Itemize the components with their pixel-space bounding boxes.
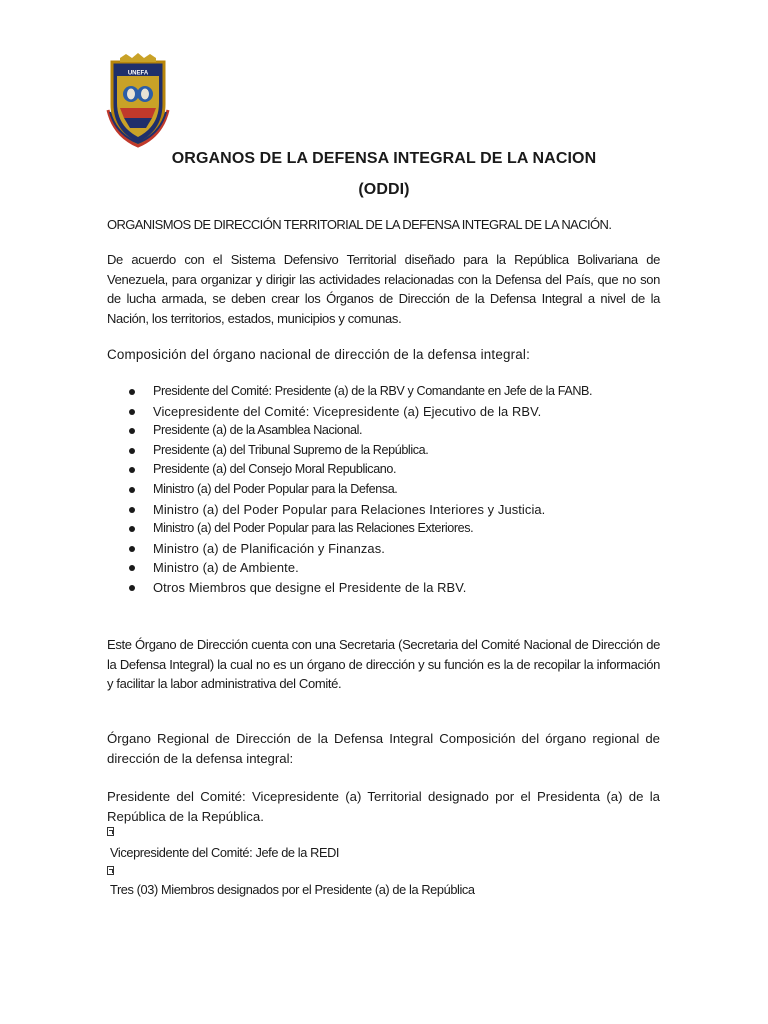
regional-vice-line: Vicepresidente del Comité: Jefe de la REDI: [110, 845, 340, 860]
bullet-icon: [129, 448, 135, 454]
crest-text: UNEFA: [127, 70, 149, 77]
document-title: ORGANOS DE LA DEFENSA INTEGRAL DE LA NACION: [171, 150, 597, 167]
composition-heading: Composición del órgano nacional de dirección de la defensa integral:: [107, 347, 531, 362]
bullet-icon: [129, 487, 135, 493]
regional-members-line: Tres (03) Miembros designados por el Presidente (a) de la República: [110, 882, 475, 897]
bullet-icon: [129, 585, 135, 591]
regional-heading: Órgano Regional de Dirección de la Defensa Integral Composición del órgano regional de dirección de la defensa integral:: [107, 731, 660, 766]
list-item: Presidente (a) del Consejo Moral Republicano.: [107, 460, 660, 480]
list-item: Presidente del Comité: Presidente (a) de la RBV y Comandante en Jefe de la FANB.: [107, 382, 660, 402]
bullet-icon: [129, 467, 135, 473]
list-item: Presidente (a) del Tribunal Supremo de la República.: [107, 441, 660, 461]
bullet-icon: [129, 507, 135, 513]
list-item: Ministro (a) del Poder Popular para la Defensa.: [107, 480, 660, 500]
list-item: Ministro (a) del Poder Popular para Relaciones Interiores y Justicia.: [107, 500, 660, 520]
missing-glyph-icon: [107, 866, 114, 875]
intro-paragraph: De acuerdo con el Sistema Defensivo Territorial diseñado para la República Bolivariana de Venezuela, para organizar y dirigir las actividades relacionadas con la Defensa del País, que no son de lucha armada, se deben crear los Órganos de Dirección de la Defensa Integral a nivel de la Nación, los territorios, estados, municipios y comunas.: [107, 252, 660, 326]
secretariat-paragraph: Este Órgano de Dirección cuenta con una Secretaria (Secretaria del Comité Nacional de Dirección de la Defensa Integral) la cual no es un órgano de dirección y su función es la de recopilar la información y facilitar la labor administrativa del Comité.: [107, 637, 660, 691]
bullet-icon: [129, 546, 135, 552]
list-item: Ministro (a) de Planificación y Finanzas.: [107, 539, 660, 559]
document-title-acronym: (ODDI): [358, 181, 410, 198]
bullet-icon: [129, 409, 135, 415]
list-item: Presidente (a) de la Asamblea Nacional.: [107, 421, 660, 441]
missing-glyph-icon: [107, 827, 114, 836]
bullet-icon: [129, 428, 135, 434]
members-list: [107, 382, 660, 598]
regional-president-paragraph: Presidente del Comité: Vicepresidente (a) Territorial designado por el Presidenta (a) de la República de la República.: [107, 789, 660, 824]
list-item: Ministro (a) del Poder Popular para las Relaciones Exteriores.: [107, 519, 660, 539]
bullet-icon: [129, 526, 135, 532]
list-item: Vicepresidente del Comité: Vicepresidente (a) Ejecutivo de la RBV.: [107, 402, 660, 422]
crest-logo-icon: [104, 52, 172, 148]
bullet-icon: [129, 389, 135, 395]
list-item: Ministro (a) de Ambiente.: [107, 558, 660, 578]
list-item: Otros Miembros que designe el Presidente de la RBV.: [107, 578, 660, 598]
bullet-icon: [129, 565, 135, 571]
section-subtitle: ORGANISMOS DE DIRECCIÓN TERRITORIAL DE LA DEFENSA INTEGRAL DE LA NACIÓN.: [107, 217, 612, 232]
